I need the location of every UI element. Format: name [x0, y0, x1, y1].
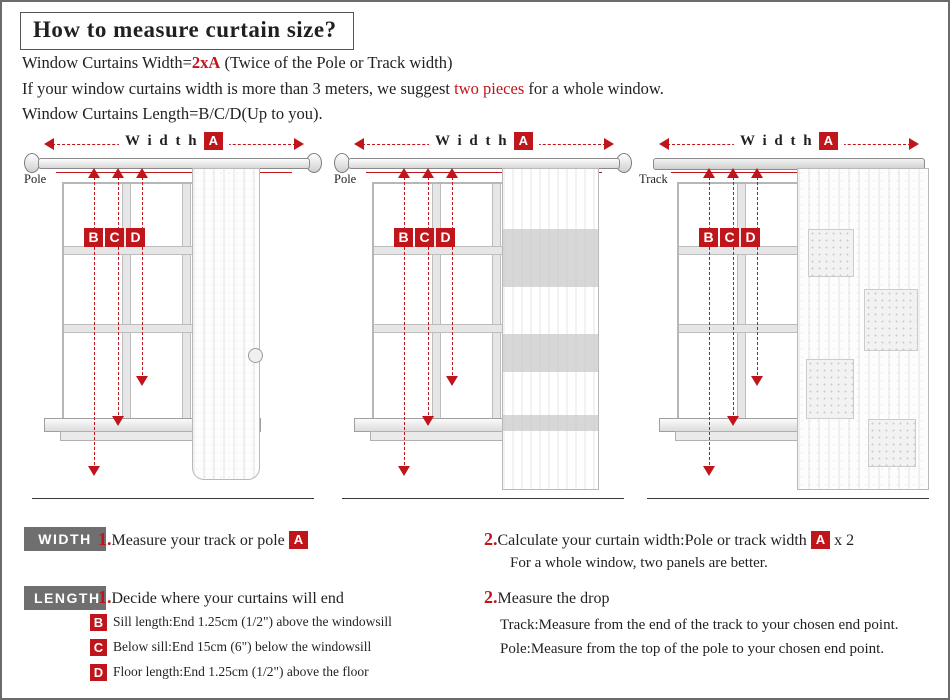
tag-c: C	[720, 228, 739, 247]
diagram-row	[2, 120, 950, 510]
option-text-c: Below sill:End 15cm (6") below the windowsill	[113, 639, 372, 654]
curtain-panel	[502, 168, 599, 490]
width-label-group	[734, 132, 844, 150]
measure-arrow-down-icon	[112, 416, 124, 426]
measure-line-c	[118, 172, 119, 420]
option-tag-b: B	[90, 614, 107, 631]
measure-tags-bcd	[84, 228, 145, 247]
length-step-1-number: 1.	[98, 587, 112, 607]
length-step-2	[484, 584, 609, 610]
intro-line-3: Window Curtains Length=B/C/D(Up to you).	[22, 104, 323, 124]
window-mullion-vertical	[122, 184, 131, 419]
width-step-2-mid: Pole or track width	[684, 532, 807, 549]
window-mullion-vertical	[182, 184, 191, 419]
floor-line	[32, 498, 314, 499]
curtain-pole	[38, 158, 310, 169]
intro-text	[22, 50, 922, 127]
intro-line-1-pre: Window Curtains Width=	[22, 53, 192, 72]
measure-arrow-down-icon	[136, 376, 148, 386]
width-label: W i d t h	[125, 132, 199, 149]
intro-line-2	[22, 76, 922, 102]
measure-arrow-up-icon	[136, 168, 148, 178]
length-step-2-text: Measure the drop	[497, 590, 610, 607]
width-label-group	[429, 132, 539, 150]
measure-arrow-down-icon	[727, 416, 739, 426]
width-step-2-number: 2.	[484, 529, 498, 549]
measure-arrow-down-icon	[422, 416, 434, 426]
width-step-2-tag-a: A	[811, 531, 830, 549]
measure-tags-bcd	[394, 228, 455, 247]
length-option-c	[90, 637, 371, 657]
curtain-band	[503, 334, 598, 372]
measure-tags-bcd	[699, 228, 760, 247]
curtain-panel	[192, 168, 260, 480]
measure-line-d	[452, 172, 453, 380]
curtain-pattern-patch	[868, 419, 916, 467]
length-option-d	[90, 662, 369, 682]
option-text-d: Floor length:End 1.25cm (1/2") above the floor	[113, 664, 369, 679]
tag-c: C	[105, 228, 124, 247]
pole-label: Pole	[24, 172, 47, 186]
length-step-1-text: Decide where your curtains will end	[111, 590, 344, 607]
intro-line-2-post: for a whole window.	[524, 78, 664, 98]
measure-arrow-up-icon	[422, 168, 434, 178]
length-option-b	[90, 612, 392, 632]
measure-line-b	[709, 172, 710, 470]
measure-arrow-down-icon	[751, 376, 763, 386]
tag-b: B	[394, 228, 413, 247]
intro-line-1-highlight: 2xA	[191, 53, 221, 72]
curtain-band	[503, 229, 598, 287]
measure-line-d	[142, 172, 143, 380]
width-step-1-tag-a: A	[289, 531, 308, 549]
measure-arrow-up-icon	[398, 168, 410, 178]
measure-arrow-up-icon	[88, 168, 100, 178]
width-step-2-pre: Calculate your curtain width:	[497, 532, 685, 549]
width-tag-a: A	[819, 132, 838, 150]
length-section-badge: LENGTH	[24, 586, 106, 610]
diagram-panel-pole-tieback	[22, 120, 322, 510]
measure-arrow-down-icon	[446, 376, 458, 386]
tag-d: D	[741, 228, 760, 247]
length-step-1	[98, 584, 344, 610]
measure-arrow-down-icon	[398, 466, 410, 476]
length-step-2-track-note: Track:Measure from the end of the track to your chosen end point.	[500, 617, 899, 633]
width-dimension-line	[659, 132, 919, 154]
floor-line	[647, 498, 929, 499]
width-step-1-number: 1.	[98, 529, 112, 549]
window-mullion-vertical	[492, 184, 501, 419]
measure-line-c	[428, 172, 429, 420]
measure-line-c	[733, 172, 734, 420]
option-tag-c: C	[90, 639, 107, 656]
width-arrow-right-icon	[909, 138, 919, 150]
width-label: W i d t h	[740, 132, 814, 149]
width-tag-a: A	[204, 132, 223, 150]
width-arrow-right-icon	[604, 138, 614, 150]
intro-line-2-highlight: two pieces	[454, 78, 525, 98]
diagram-panel-track	[637, 120, 937, 510]
pole-label: Pole	[334, 172, 357, 186]
window-mullion-vertical	[432, 184, 441, 419]
intro-line-2-pre: If your window curtains width is more than 3 meters, we suggest	[22, 78, 455, 98]
option-tag-d: D	[90, 664, 107, 681]
width-arrow-left-icon	[659, 138, 669, 150]
measure-arrow-up-icon	[727, 168, 739, 178]
intro-line-1	[22, 50, 922, 76]
window-mullion-vertical	[737, 184, 746, 419]
tag-b: B	[699, 228, 718, 247]
width-step-1	[98, 526, 308, 552]
intro-line-1-post: (Twice of the Pole or Track width)	[220, 53, 453, 72]
curtain-tieback-icon	[248, 348, 263, 363]
tag-b: B	[84, 228, 103, 247]
width-arrow-left-icon	[354, 138, 364, 150]
width-step-2-post: x 2	[834, 532, 855, 549]
page-title: How to measure curtain size?	[33, 17, 337, 42]
option-text-b: Sill length:End 1.25cm (1/2") above the windowsill	[113, 614, 392, 629]
measure-arrow-down-icon	[703, 466, 715, 476]
width-arrow-left-icon	[44, 138, 54, 150]
width-step-2	[484, 526, 854, 552]
width-tag-a: A	[514, 132, 533, 150]
diagram-panel-pole-long	[332, 120, 632, 510]
length-step-2-pole-note: Pole:Measure from the top of the pole to your chosen end point.	[500, 641, 885, 657]
measure-arrow-up-icon	[446, 168, 458, 178]
width-label-group	[119, 132, 229, 150]
measure-arrow-up-icon	[751, 168, 763, 178]
measure-line-b	[404, 172, 405, 470]
width-dimension-line	[354, 132, 614, 154]
measure-arrow-down-icon	[88, 466, 100, 476]
tag-d: D	[126, 228, 145, 247]
width-section-badge: WIDTH	[24, 527, 106, 551]
page-title-box	[20, 12, 354, 50]
width-dimension-line	[44, 132, 304, 154]
tag-c: C	[415, 228, 434, 247]
measure-line-d	[757, 172, 758, 380]
length-step-2-number: 2.	[484, 587, 498, 607]
width-arrow-right-icon	[294, 138, 304, 150]
curtain-pattern-patch	[806, 359, 854, 419]
curtain-band	[503, 415, 598, 431]
track-label: Track	[639, 172, 668, 186]
curtain-panel	[797, 168, 929, 490]
floor-line	[342, 498, 624, 499]
width-label: W i d t h	[435, 132, 509, 149]
curtain-pattern-patch	[864, 289, 918, 351]
width-step-1-text: Measure your track or pole	[111, 532, 285, 549]
tag-d: D	[436, 228, 455, 247]
width-step-2-sub: For a whole window, two panels are better.	[510, 555, 768, 571]
measure-arrow-up-icon	[703, 168, 715, 178]
curtain-pattern-patch	[808, 229, 854, 277]
measure-line-b	[94, 172, 95, 470]
measure-arrow-up-icon	[112, 168, 124, 178]
